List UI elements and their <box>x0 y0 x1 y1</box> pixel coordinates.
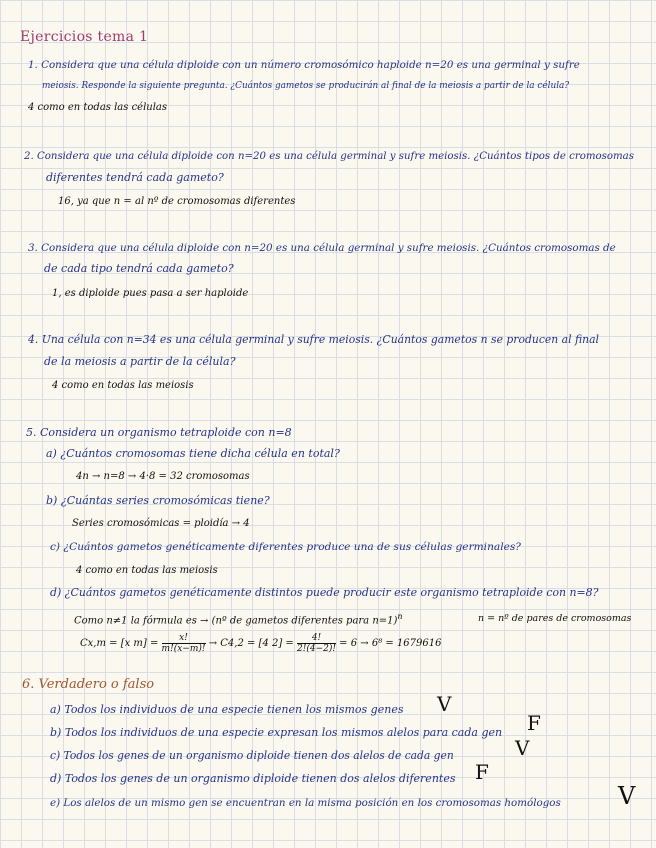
true-false-item-b: b) Todos los individuos de una especie expresan los mismos alelos para cada gen <box>50 726 503 739</box>
question-4-line-2: de la meiosis a partir de la célula? <box>44 355 236 368</box>
answer-3: 1, es diploide pues pasa a ser haploide <box>52 288 249 299</box>
page-title: Ejercicios tema 1 <box>20 29 149 45</box>
true-false-mark-d: F <box>475 760 489 784</box>
answer-5d-line-1 <box>74 610 403 628</box>
fraction-1-numerator: x! <box>162 633 206 644</box>
formula-fraction-2 <box>297 633 336 654</box>
question-3-line-1: 3. Considera que una célula diploide con n=20 es una célula germinal y sufre meiosis. ¿Cuántos cromosomas de <box>28 242 616 254</box>
formula-end: = 6 → 6⁸ = 1679616 <box>339 638 442 649</box>
question-5-intro: 5. Considera un organismo tetraploide con n=8 <box>26 426 292 439</box>
true-false-mark-e: V <box>618 782 636 810</box>
question-4-line-1: 4. Una célula con n=34 es una célula germinal y sufre meiosis. ¿Cuántos gametos n se producen al final <box>28 333 600 346</box>
question-2-line-2: diferentes tendrá cada gameto? <box>46 171 224 184</box>
answer-5d-note: n = nº de pares de cromosomas <box>478 613 632 624</box>
true-false-mark-a: V <box>437 692 452 716</box>
question-2-line-1: 2. Considera que una célula diploide con n=20 es una célula germinal y sufre meiosis. ¿Cuántos tipos de cromosomas <box>24 151 634 162</box>
true-false-item-d: d) Todos los genes de un organismo diploide tienen dos alelos diferentes <box>50 772 456 785</box>
answer-5c: 4 como en todas las meiosis <box>76 565 218 576</box>
fraction-1-denominator: m!(x−m)! <box>161 644 206 654</box>
true-false-item-e: e) Los alelos de un mismo gen se encuentran en la misma posición en los cromosomas homólogos <box>50 797 561 809</box>
true-false-mark-c: V <box>515 736 530 760</box>
true-false-item-a: a) Todos los individuos de una especie tienen los mismos genes <box>50 703 404 716</box>
formula-mid: → C4,2 = [4 2] = <box>208 638 294 649</box>
answer-2: 16, ya que n = al nº de cromosomas diferentes <box>58 196 296 207</box>
answer-1: 4 como en todas las células <box>28 102 168 113</box>
answer-4: 4 como en todas las meiosis <box>52 380 194 391</box>
question-5b: b) ¿Cuántas series cromosómicas tiene? <box>46 494 270 507</box>
true-false-item-c: c) Todos los genes de un organismo diploide tienen dos alelos de cada gen <box>50 749 454 762</box>
answer-5b: Series cromosómicas = ploidía → 4 <box>72 518 250 529</box>
answer-5a: 4n → n=8 → 4·8 = 32 cromosomas <box>76 471 250 482</box>
fraction-2-numerator: 4! <box>297 633 336 644</box>
formula-fraction-1 <box>162 633 206 654</box>
question-5a: a) ¿Cuántos cromosomas tiene dicha célula en total? <box>46 447 340 460</box>
fraction-2-denominator: 2!(4−2)! <box>297 644 336 654</box>
question-1-line-1: 1. Considera que una célula diploide con un número cromosómico haploide n=20 es una germinal y sufre <box>28 59 580 71</box>
answer-5d-formula <box>80 632 441 656</box>
answer-5d-text: Como n≠1 la fórmula es → (nº de gametos diferentes para n=1) <box>74 615 398 627</box>
question-5c: c) ¿Cuántos gametos genéticamente diferentes produce una de sus células germinales? <box>50 541 521 553</box>
question-5d: d) ¿Cuántos gametos genéticamente distintos puede producir este organismo tetraploide con n=8? <box>50 586 599 599</box>
formula-lhs: Cx,m = [x m] = <box>80 638 159 649</box>
question-3-line-2: de cada tipo tendrá cada gameto? <box>44 262 234 275</box>
answer-5d-exponent: n <box>397 612 403 621</box>
question-6-heading: 6. Verdadero o falso <box>22 677 155 692</box>
question-1-line-2: meiosis. Responde la siguiente pregunta. ¿Cuántos gametos se producirán al final de la meiosis a partir de la célula? <box>42 81 570 91</box>
true-false-mark-b: F <box>527 711 541 735</box>
